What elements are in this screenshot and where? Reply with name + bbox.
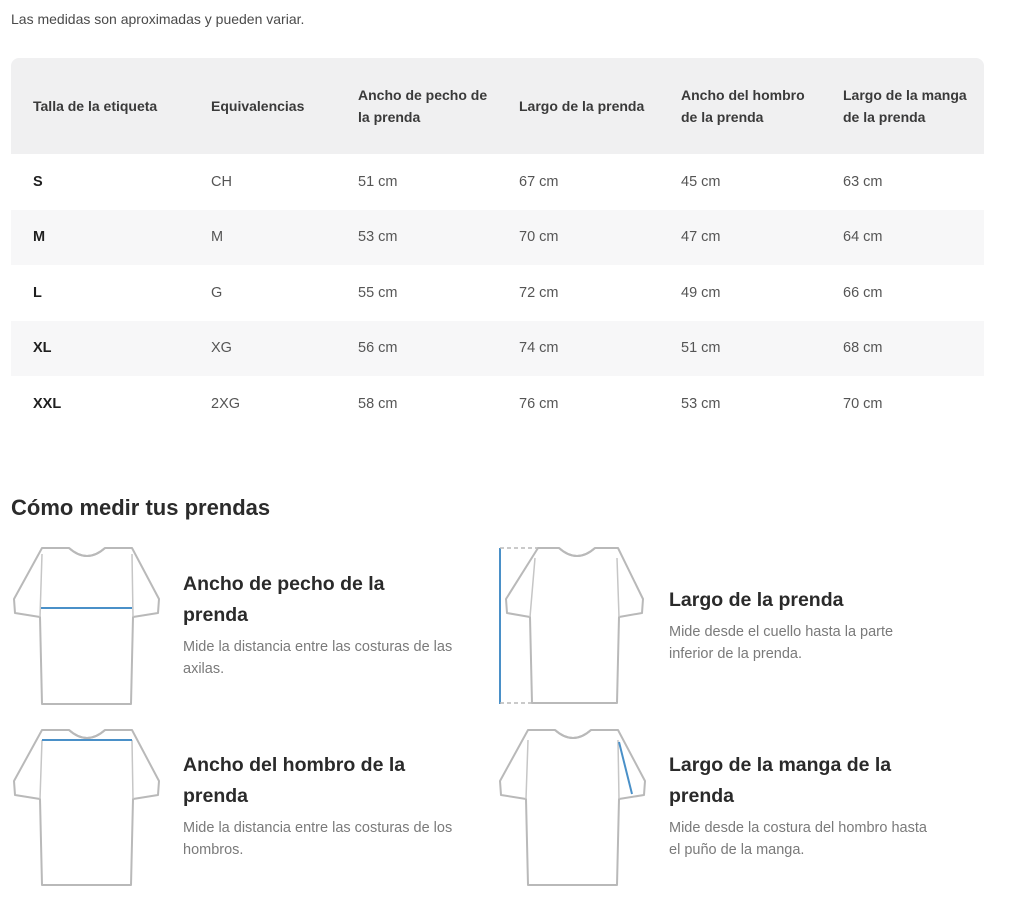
table-row <box>11 376 984 432</box>
equivalence-cell: XG <box>189 321 336 377</box>
table-row <box>11 321 984 377</box>
shoulder-width-cell: 49 cm <box>681 284 721 301</box>
equivalence-cell: 2XG <box>211 395 241 412</box>
shoulder-width-cell: 53 cm <box>681 395 721 412</box>
chest-width-cell: 58 cm <box>358 395 398 412</box>
measure-title-length: Largo de la prenda <box>669 589 844 611</box>
equivalence-cell: M <box>189 210 336 266</box>
measure-card-length <box>497 546 957 706</box>
disclaimer-text: Las medidas son aproximadas y pueden variar. <box>11 11 305 27</box>
measure-card-chest-width <box>11 546 471 706</box>
sleeve-length-cell: 70 cm <box>843 395 883 412</box>
tshirt-chest-width-icon <box>11 546 163 706</box>
equivalence-cell: CH <box>211 173 232 190</box>
column-header-sleeve-length: Largo de la manga de la prenda <box>821 58 984 154</box>
chest-width-cell: 53 cm <box>336 210 497 266</box>
shoulder-width-cell: 47 cm <box>659 210 821 266</box>
table-row <box>11 210 984 266</box>
table-header-row <box>11 58 984 154</box>
tshirt-sleeve-length-icon <box>497 728 649 888</box>
chest-width-cell: 51 cm <box>358 173 398 190</box>
column-header-equivalences: Equivalencias <box>189 58 336 154</box>
length-cell: 74 cm <box>497 321 659 377</box>
sleeve-length-cell: 68 cm <box>821 321 984 377</box>
measure-desc-length: Mide desde el cuello hasta la parte inferior de la prenda. <box>669 624 894 662</box>
measure-desc-chest-width: Mide la distancia entre las costuras de las axilas. <box>183 639 453 677</box>
measure-title-shoulder-width: Ancho del hombro de la prenda <box>183 754 406 807</box>
column-header-shoulder-width: Ancho del hombro de la prenda <box>659 58 821 154</box>
measure-title-chest-width: Ancho de pecho de la prenda <box>183 573 385 626</box>
column-header-size-label: Talla de la etiqueta <box>11 58 189 154</box>
measure-desc-shoulder-width: Mide la distancia entre las costuras de los hombros. <box>183 820 453 858</box>
measure-title-sleeve-length: Largo de la manga de la prenda <box>669 754 892 807</box>
measure-card-shoulder-width <box>11 728 471 888</box>
sleeve-length-cell: 66 cm <box>843 284 883 301</box>
sleeve-length-cell: 64 cm <box>821 210 984 266</box>
how-to-measure-title: Cómo medir tus prendas <box>11 495 271 520</box>
column-header-length: Largo de la prenda <box>497 58 659 154</box>
length-cell: 76 cm <box>519 395 559 412</box>
length-cell: 70 cm <box>497 210 659 266</box>
shoulder-width-cell: 45 cm <box>681 173 721 190</box>
chest-width-cell: 56 cm <box>336 321 497 377</box>
tshirt-length-icon <box>497 546 649 706</box>
table-row <box>11 154 984 210</box>
size-cell: M <box>11 210 189 266</box>
table-row <box>11 265 984 321</box>
size-cell: XL <box>11 321 189 377</box>
size-cell: S <box>33 173 43 190</box>
size-chart-table <box>11 58 984 432</box>
length-cell: 67 cm <box>519 173 559 190</box>
chest-width-cell: 55 cm <box>358 284 398 301</box>
length-cell: 72 cm <box>519 284 559 301</box>
size-cell: L <box>33 284 42 301</box>
measure-card-sleeve-length <box>497 728 957 888</box>
measure-desc-sleeve-length: Mide desde la costura del hombro hasta el puño de la manga. <box>669 820 927 858</box>
shoulder-width-cell: 51 cm <box>659 321 821 377</box>
column-header-chest-width: Ancho de pecho de la prenda <box>336 58 497 154</box>
equivalence-cell: G <box>211 284 223 301</box>
tshirt-shoulder-width-icon <box>11 728 163 888</box>
size-cell: XXL <box>33 395 62 412</box>
sleeve-length-cell: 63 cm <box>843 173 883 190</box>
